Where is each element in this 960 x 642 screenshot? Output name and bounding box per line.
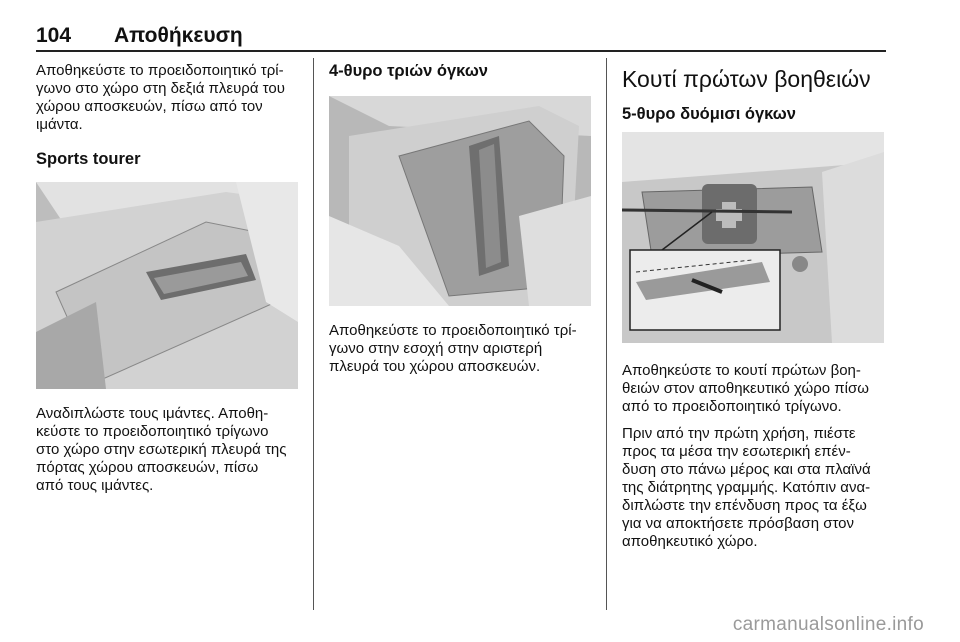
column-1-caption (36, 405, 304, 495)
sedan-heading: 4-θυρο τριών όγκων (329, 62, 488, 80)
column-1 (36, 62, 304, 168)
sports-tourer-caption: Αναδιπλώστε τους ιμάντες. Αποθη‐ κεύστε το προειδοποιητικό τρίγωνο στο χώρο στην εσωτερική πλευρά της πόρτας χώρου αποσκευών, πίσω από τους ιμάντες. (36, 405, 287, 494)
page-number: 104 (36, 24, 72, 47)
watermark: carmanualsonline.info (732, 614, 924, 635)
first-aid-kit-title: Κουτί πρώτων βοηθειών (622, 66, 871, 92)
column-divider-2 (606, 58, 607, 610)
sports-tourer-heading: Sports tourer (36, 150, 141, 168)
intro-paragraph: Αποθηκεύστε το προειδοποιητικό τρί‐ γωνο στο χώρο στη δεξιά πλευρά του χώρου αποσκευών, πίσω από τον ιμάντα. (36, 62, 285, 133)
header-rule (36, 50, 886, 52)
hatchback-heading: 5-θυρο δυόμισι όγκων (622, 105, 796, 123)
first-aid-paragraph-1: Αποθηκεύστε το κουτί πρώτων βοη‐ θειών στον αποθηκευτικό χώρο πίσω από το προειδοποιητικό τρίγωνο. (622, 362, 869, 415)
column-2-caption (329, 322, 597, 376)
column-3-text (622, 362, 892, 551)
section-title: Αποθήκευση (114, 24, 243, 47)
sports-tourer-tailgate-photo (36, 182, 298, 389)
column-3 (622, 66, 892, 124)
page-header (36, 20, 886, 50)
sedan-caption: Αποθηκεύστε το προειδοποιητικό τρί‐ γωνο στην εσοχή στην αριστερή πλευρά του χώρου αποσκευών. (329, 322, 577, 375)
column-divider-1 (313, 58, 314, 610)
first-aid-kit-photo (622, 132, 884, 343)
column-2 (329, 62, 597, 81)
first-aid-paragraph-2: Πριν από την πρώτη χρήση, πιέστε προς τα μέσα την εσωτερική επέν‐ δυση στο πάνω μέρος και στα πλαϊνά της διάτρητης γραμμής. Κατόπιν ανα‐ διπλώστε την επένδυση προς τα έξω για να αποκτήσετε πρόσβαση στον αποθηκευτικό χώρο. (622, 425, 871, 550)
sedan-trunk-photo (329, 96, 591, 306)
